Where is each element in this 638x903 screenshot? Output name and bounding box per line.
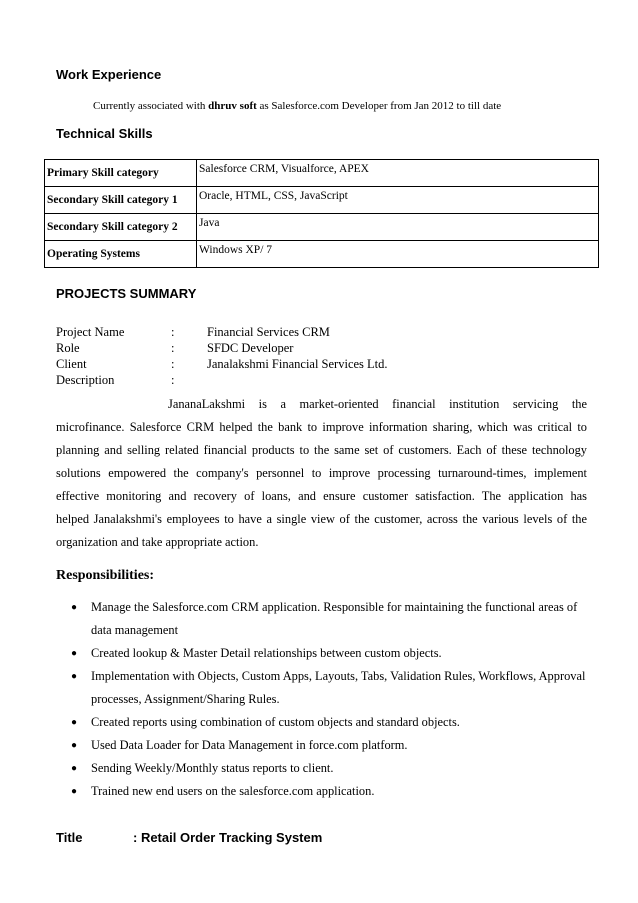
- bullet-icon: ●: [71, 671, 78, 682]
- description-line: solutions empowered the company's personnel to improve processing turnaround-times, implement: [56, 466, 587, 480]
- responsibilities-heading: Responsibilities:: [56, 568, 155, 583]
- skill-value: Windows XP/ 7: [197, 241, 599, 268]
- skill-value: Oracle, HTML, CSS, JavaScript: [197, 187, 599, 214]
- company-name: dhruv soft: [208, 100, 257, 112]
- description-line: planning and selling related financial products to the same set of customers. Each of these technology: [56, 443, 587, 457]
- bullet-icon: ●: [71, 786, 78, 797]
- table-row: [45, 214, 599, 241]
- field-value: SFDC Developer: [207, 341, 294, 355]
- list-item-text: Trained new end users on the salesforce.com application.: [91, 784, 375, 798]
- bullet-icon: ●: [71, 602, 78, 613]
- list-item-text: Created reports using combination of custom objects and standard objects.: [91, 715, 460, 729]
- field-colon: :: [171, 357, 175, 371]
- next-project-title-label: Title: [56, 830, 83, 845]
- list-item: [56, 665, 586, 711]
- list-item-text: Implementation with Objects, Custom Apps, Layouts, Tabs, Validation Rules, Workflows, Approval processes, Assignment/Sharing Rules.: [91, 669, 586, 706]
- field-label: Role: [56, 341, 80, 355]
- technical-skills-heading: Technical Skills: [56, 126, 153, 141]
- list-item: [56, 596, 586, 642]
- description-line: JananaLakshmi is a market-oriented financial institution servicing the: [168, 397, 587, 411]
- work-experience-suffix: as Salesforce.com Developer from Jan 2012 to till date: [259, 100, 502, 112]
- field-label: Project Name: [56, 325, 125, 339]
- bullet-icon: ●: [71, 717, 78, 728]
- skill-label: Secondary Skill category 1: [45, 187, 197, 214]
- list-item-text: Sending Weekly/Monthly status reports to client.: [91, 761, 334, 775]
- bullet-icon: ●: [71, 763, 78, 774]
- field-value: Financial Services CRM: [207, 325, 330, 339]
- bullet-icon: ●: [71, 740, 78, 751]
- list-item: [56, 757, 586, 780]
- list-item: [56, 642, 586, 665]
- list-item-text: Used Data Loader for Data Management in force.com platform.: [91, 738, 408, 752]
- description-line: organization and take appropriate action.: [56, 535, 259, 549]
- work-experience-prefix: Currently associated with: [93, 100, 206, 112]
- skill-value: Salesforce CRM, Visualforce, APEX: [197, 160, 599, 187]
- table-row: [45, 187, 599, 214]
- skill-label: Secondary Skill category 2: [45, 214, 197, 241]
- table-row: [45, 160, 599, 187]
- field-colon: :: [171, 373, 175, 387]
- bullet-icon: ●: [71, 648, 78, 659]
- work-experience-line: [93, 100, 501, 112]
- list-item-text: Manage the Salesforce.com CRM application. Responsible for maintaining the functional areas of data management: [91, 600, 578, 637]
- responsibilities-list: [56, 596, 586, 803]
- field-label: Client: [56, 357, 87, 371]
- description-line: effective monitoring and recovery of loans, and ensure customer satisfaction. The application has: [56, 489, 587, 503]
- description-line: microfinance. Salesforce CRM helped the bank to improve information sharing, which was critical to: [56, 420, 587, 434]
- skill-label: Operating Systems: [45, 241, 197, 268]
- description-line: helped Janalakshmi's employees to have a single view of the customer, across the various levels of the: [56, 512, 587, 526]
- projects-summary-heading: PROJECTS SUMMARY: [56, 286, 197, 301]
- next-project-title-value: : Retail Order Tracking System: [133, 830, 323, 845]
- list-item: [56, 780, 586, 803]
- list-item: [56, 711, 586, 734]
- skill-label: Primary Skill category: [45, 160, 197, 187]
- list-item-text: Created lookup & Master Detail relationships between custom objects.: [91, 646, 442, 660]
- skill-value: Java: [197, 214, 599, 241]
- field-value: Janalakshmi Financial Services Ltd.: [207, 357, 388, 371]
- list-item: [56, 734, 586, 757]
- work-experience-heading: Work Experience: [56, 67, 162, 82]
- field-colon: :: [171, 341, 175, 355]
- technical-skills-table: [44, 159, 599, 268]
- table-row: [45, 241, 599, 268]
- field-colon: :: [171, 325, 175, 339]
- field-label: Description: [56, 373, 115, 387]
